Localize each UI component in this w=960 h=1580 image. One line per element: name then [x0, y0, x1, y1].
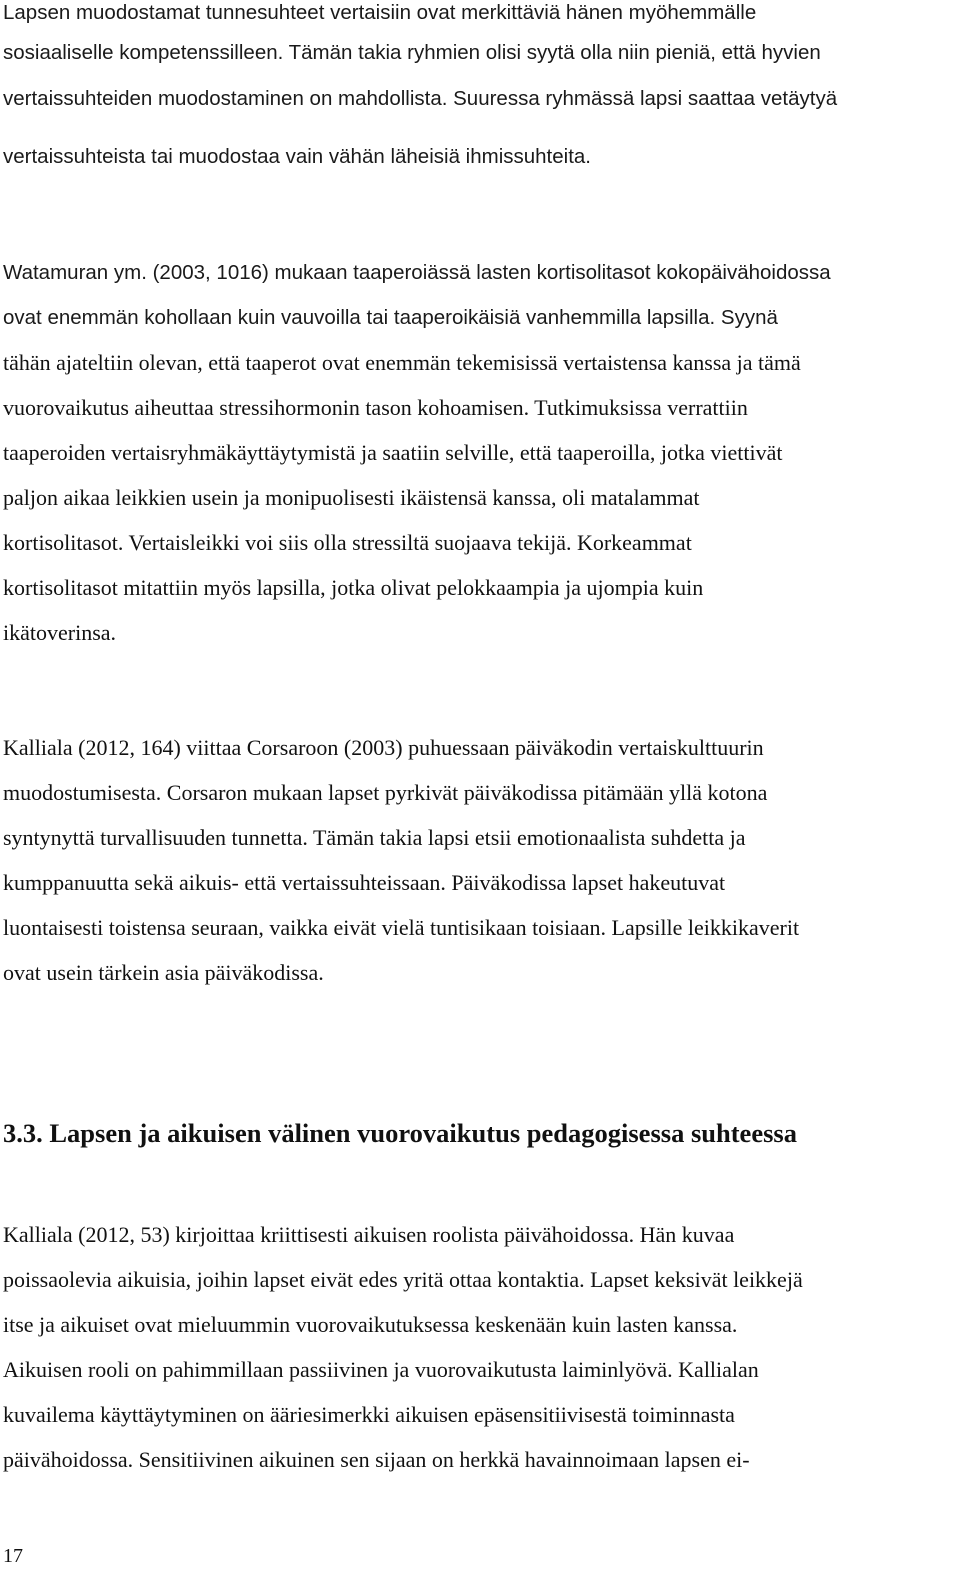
text-line: ovat enemmän kohollaan kuin vauvoilla tai taaperoikäisiä vanhemmilla lapsilla. Syynä [3, 306, 778, 329]
text-line: kortisolitasot. Vertaisleikki voi siis olla stressiltä suojaava tekijä. Korkeammat [3, 530, 692, 555]
text-line: kuvailema käyttäytyminen on ääriesimerkki aikuisen epäsensitiivisestä toiminnasta [3, 1402, 735, 1427]
text-line: paljon aikaa leikkien usein ja monipuolisesti ikäistensä kanssa, oli matalammat [3, 485, 700, 510]
text-line: Watamuran ym. (2003, 1016) mukaan taaperoiässä lasten kortisolitasot kokopäivähoidossa [3, 261, 831, 284]
text-line: vertaissuhteiden muodostaminen on mahdollista. Suuressa ryhmässä lapsi saattaa vetäytyä [3, 87, 838, 110]
text-line: kortisolitasot mitattiin myös lapsilla, jotka olivat pelokkaampia ja ujompia kuin [3, 575, 704, 600]
text-line: poissaolevia aikuisia, joihin lapset eivät edes yritä ottaa kontaktia. Lapset keksivät leikkejä [3, 1267, 803, 1292]
text-line: vertaissuhteista tai muodostaa vain vähän läheisiä ihmissuhteita. [3, 145, 591, 168]
text-line: ovat usein tärkein asia päiväkodissa. [3, 960, 324, 985]
text-line: itse ja aikuiset ovat mieluummin vuorovaikutuksessa keskenään kuin lasten kanssa. [3, 1312, 738, 1337]
text-line: muodostumisesta. Corsaron mukaan lapset pyrkivät päiväkodissa pitämään yllä kotona [3, 780, 768, 805]
text-line: vuorovaikutus aiheuttaa stressihormonin tason kohoamisen. Tutkimuksissa verrattiin [3, 395, 748, 420]
text-line: sosiaaliselle kompetenssilleen. Tämän takia ryhmien olisi syytä olla niin pieniä, että hyvien [3, 41, 821, 64]
text-line: luontaisesti toistensa seuraan, vaikka eivät vielä tuntisikaan toisiaan. Lapsille leikkikaverit [3, 915, 800, 940]
text-line: Aikuisen rooli on pahimmillaan passiivinen ja vuorovaikutusta laiminlyövä. Kallialan [3, 1357, 759, 1382]
text-line: syntynyttä turvallisuuden tunnetta. Tämän takia lapsi etsii emotionaalista suhdetta ja [3, 825, 746, 850]
text-line: taaperoiden vertaisryhmäkäyttäytymistä ja saatiin selville, että taaperoilla, jotka viettivät [3, 440, 783, 465]
text-line: päivähoidossa. Sensitiivinen aikuinen sen sijaan on herkkä havainnoimaan lapsen ei- [3, 1447, 750, 1472]
page-number: 17 [3, 1545, 23, 1567]
text-line: Kalliala (2012, 53) kirjoittaa kriittisesti aikuisen roolista päivähoidossa. Hän kuvaa [3, 1222, 735, 1247]
section-heading: 3.3. Lapsen ja aikuisen välinen vuorovaikutus pedagogisessa suhteessa [3, 1118, 797, 1148]
text-line: kumppanuutta sekä aikuis- että vertaissuhteissaan. Päiväkodissa lapset hakeutuvat [3, 870, 726, 895]
text-line: tähän ajateltiin olevan, että taaperot ovat enemmän tekemisissä vertaistensa kanssa ja tämä [3, 350, 801, 375]
text-line: Lapsen muodostamat tunnesuhteet vertaisiin ovat merkittäviä hänen myöhemmälle [3, 1, 757, 24]
text-line: Kalliala (2012, 164) viittaa Corsaroon (2003) puhuessaan päiväkodin vertaiskulttuurin [3, 735, 764, 760]
text-line: ikätoverinsa. [3, 620, 117, 645]
